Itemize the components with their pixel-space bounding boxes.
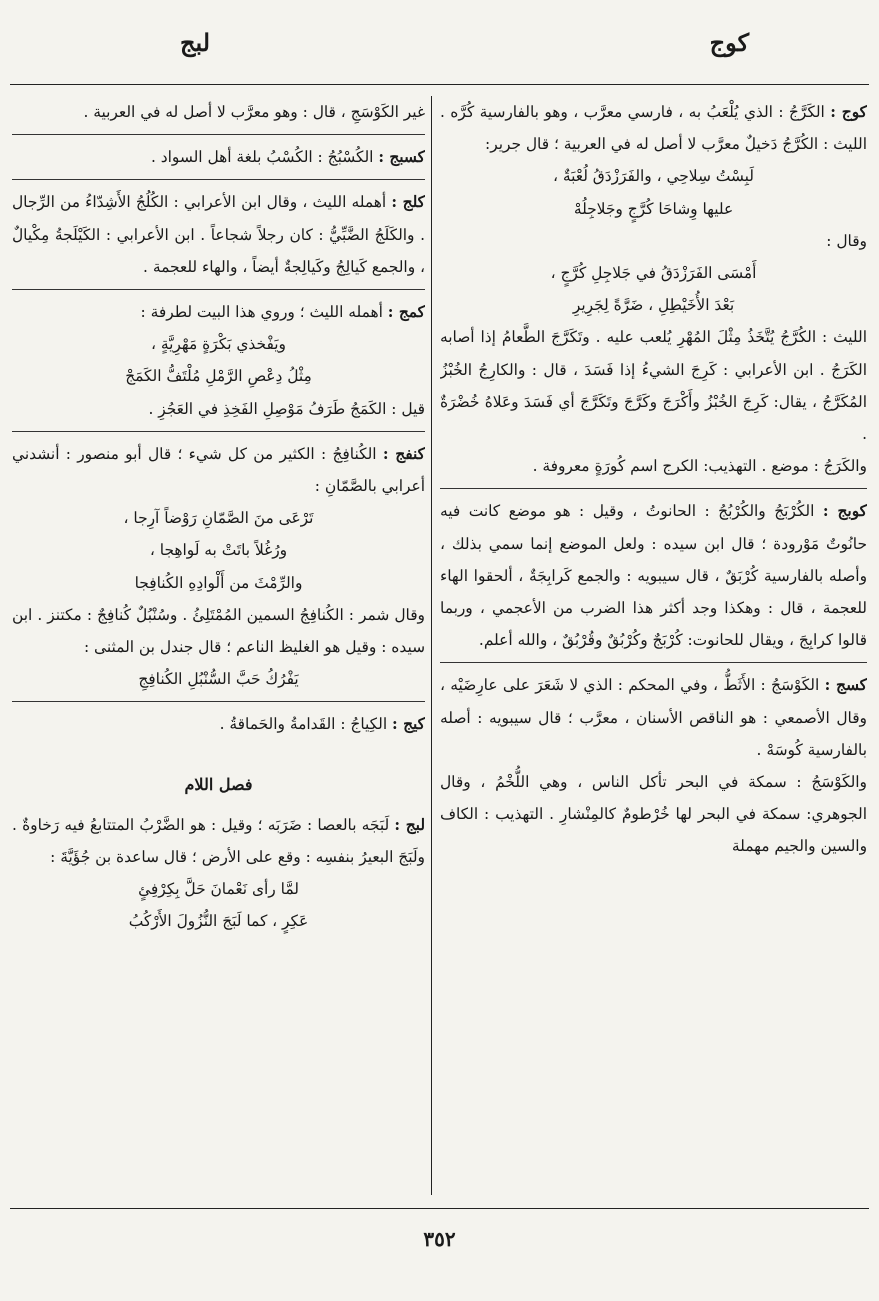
entry-headword: كيج : xyxy=(392,715,425,734)
bottom-rule xyxy=(10,1208,869,1209)
page-number: ٣٥٢ xyxy=(423,1227,456,1251)
entry-text: الكُنافِجُ : الكثير من كل شيء ؛ قال أبو منصور : أنشدني أعرابي بالصَّمّانِ : xyxy=(12,444,425,496)
running-head-right: كوج xyxy=(709,28,749,57)
entry-paragraph xyxy=(12,186,425,283)
entry-lbj xyxy=(12,809,425,944)
top-rule xyxy=(10,84,869,85)
entry-text: لَبَجَه بالعصا : ضَرَبَه ؛ وقيل : هو الضَّرْبُ المتتابعُ فيه رَخاوةٌ . ولَبَجَ البعيرُ بنفسِه : وقع على الأرض ؛ قال ساعدة بن جُؤَيَّةَ : xyxy=(12,815,425,867)
verse-line: يَفْرُكُ حَبَّ السُّنْبُلِ الكُنافِجِ xyxy=(138,670,299,689)
left-column xyxy=(12,96,425,1193)
entry-ksbj xyxy=(12,141,425,180)
entry-text: الكِياجُ : القَدامةُ والحَماقةُ . xyxy=(219,715,388,734)
column-divider xyxy=(431,96,432,1195)
verse-line: لَبِسْتُ سِلاحِي ، والفَرَزْدَقُ لُعْبَةٌ ، xyxy=(553,167,754,186)
entry-koj xyxy=(440,96,867,489)
entry-paragraph xyxy=(440,96,867,160)
verse-line: بَعْدَ الأُخَيْطِلِ ، ضَرَّةً لِجَرِيرِ xyxy=(572,296,735,315)
entry-text: غير الكَوْسَجِ ، قال : وهو معرَّب لا أصل له في العربية . xyxy=(83,103,425,121)
entry-paragraph xyxy=(440,495,867,656)
entry-kyj xyxy=(12,708,425,746)
verse-line: لمَّا رأى نَعْمانَ حَلَّ بِكِرْفِئٍ xyxy=(138,880,299,899)
entry-headword: كلج : xyxy=(391,193,425,212)
entry-text: والكَرَجُ : موضع . التهذيب: الكرج اسم كُورَةٍ معروفة . xyxy=(532,457,867,476)
entry-text: قيل : الكَمَجُ طَرَفُ مَوْصِلِ الفَخِذِ في العَجُزِ . xyxy=(148,399,425,418)
entry-text: وقال شمر : الكُنافِجُ السمين المُمْتَلِئُ . وسُنْبُلٌ كُنافِجٌ : مكتنز . ابن سيده : وقيل هو الغليظ الناعم ؛ قال جندل بن المثنى : xyxy=(12,605,425,657)
entry-paragraph xyxy=(12,708,425,740)
right-column xyxy=(440,96,867,1193)
verse-line: عَكِرٍ ، كما لَبَجَ النُّزُولَ الأَرْكُبُ xyxy=(128,912,309,931)
entry-klj xyxy=(12,186,425,290)
verse-line: مِثْلُ دِعْصِ الرَّمْلِ مُلْتَفُّ الكَمَجْ xyxy=(125,367,312,386)
entry-paragraph xyxy=(440,669,867,766)
entry-kwbj xyxy=(440,495,867,663)
entry-text: الليث : الكُرَّجُ يُتَّخَذُ مِثْلَ المُهْرِ يُلعب عليه . وتَكَرَّجَ الطَّعامُ إذا أصابه الكَرَجُ . ابن الأعرابي : كَرِجَ الشيءُ إذا فَسَدَ ، قال : والكارِجُ الخُبْزُ المُكَرَّجُ ، يقال: كَرِجَ الخُبْزُ وأَكْرَجَ وكَرَّجَ وتَكَرَّجَ أي فَسَدَ وعَلاهُ خُضْرَةٌ . xyxy=(440,328,867,444)
verse-line: عليها وِشاحَا كُرَّجٍ وجَلاجِلُهْ xyxy=(573,199,734,218)
entry-paragraph xyxy=(12,809,425,873)
verse-line: أَمْسَى الفَرَزْدَقُ في جَلاجِلِ كُرَّجٍ ، xyxy=(550,264,757,283)
entry-text: وقال : xyxy=(826,231,867,250)
entry-headword: كسبج : xyxy=(378,148,425,167)
entry-headword: كوبج : xyxy=(822,502,867,521)
entry-continuation xyxy=(12,96,425,135)
entry-headword: كمج : xyxy=(387,303,425,322)
entry-headword: كوج : xyxy=(830,103,867,121)
entry-text: الكُرْبَجُ والكُرْبُجُ : الحانوتُ ، وقيل : هو موضع كانت فيه حانُوتٌ مَوْرودة ؛ قال ابن سيده : ولعل الموضع إنما سمي بذلك ، وأصله بالفارسية كُرْبَقٌ ، قال سيبويه : والجمع كَرابِجَةٌ ، ألحقوا الهاء للعجمة ، قال : وهكذا وجد أكثر هذا الضرب من الأعجمي ، وربما قالوا كرابِجَ ، ويقال للحانوت: كُرْبَجٌ وكُرْبُقٌ وقُرْبُقٌ ، والله أعلم. xyxy=(440,502,867,650)
entry-text: أهمله الليث ، وقال ابن الأعرابي : الكُلُجُ الأَشِدّاءُ من الرِّجال . والكَلَجُ الضَّبِّيُّ : كان رجلاً شجاعاً . ابن الأعرابي : الكَيْلَجةُ مِكْيالٌ ، والجمع كَيالِجُ وكَيالِجةٌ أيضاً ، والهاء للعجمة . xyxy=(12,193,425,276)
verse-line: تَرْعَى منَ الصَّمّانِ رَوْضاً آرِجا ، xyxy=(123,509,314,528)
entry-text: أهمله الليث ؛ وروي هذا البيت لطرفة : xyxy=(140,303,383,322)
section-heading: فصل اللام xyxy=(184,774,253,794)
entry-knfj xyxy=(12,438,425,703)
entry-headword: كنفج : xyxy=(382,444,425,463)
entry-kwsj xyxy=(440,669,867,868)
verse-line: والرِّمْثَ من أَلْوادِهِ الكُنافِجا xyxy=(134,573,303,592)
verse-line: ويَفْخذي بَكْرَةٍ مَهْرِيَّةٍ ، xyxy=(151,335,286,354)
entry-text: الكَرَّجُ : الذي يُلْعَبُ به ، فارسي معرَّب ، وهو بالفارسية كُرَّه . الليث : الكُرَّجُ دَخيلٌ معرَّب لا أصل له في العربية ؛ قال جرير: xyxy=(440,103,867,154)
entry-text: الكُسْبُجُ : الكُسْبُ بلغة أهل السواد . xyxy=(151,148,374,167)
verse-line: ورُغُلاً باتَتْ به لَواهِجا ، xyxy=(149,541,288,560)
entry-headword: لبج : xyxy=(394,815,425,834)
entry-paragraph xyxy=(12,438,425,502)
entry-headword: كسج : xyxy=(824,676,867,695)
entry-kmj xyxy=(12,296,425,432)
entry-paragraph xyxy=(12,141,425,173)
entry-paragraph xyxy=(12,296,425,328)
entry-text: والكَوْسَجُ : سمكة في البحر تأكل الناس ، وهي اللُّخْمُ ، وقال الجوهري: سمكة في البحر لها خُرْطومٌ كالمِنْشارِ . التهذيب : الكاف والسين والجيم مهملة xyxy=(440,773,867,856)
entry-text: الكَوْسَجُ : الأَثَطُّ ، وفي المحكم : الذي لا شَعَرَ على عارِضَيْه ، وقال الأصمعي : هو الناقص الأسنان ، معرَّب ؛ قال سيبويه : أصله بالفارسية كُوسَهْ . xyxy=(440,676,867,759)
running-head-left: لبج xyxy=(180,28,211,57)
